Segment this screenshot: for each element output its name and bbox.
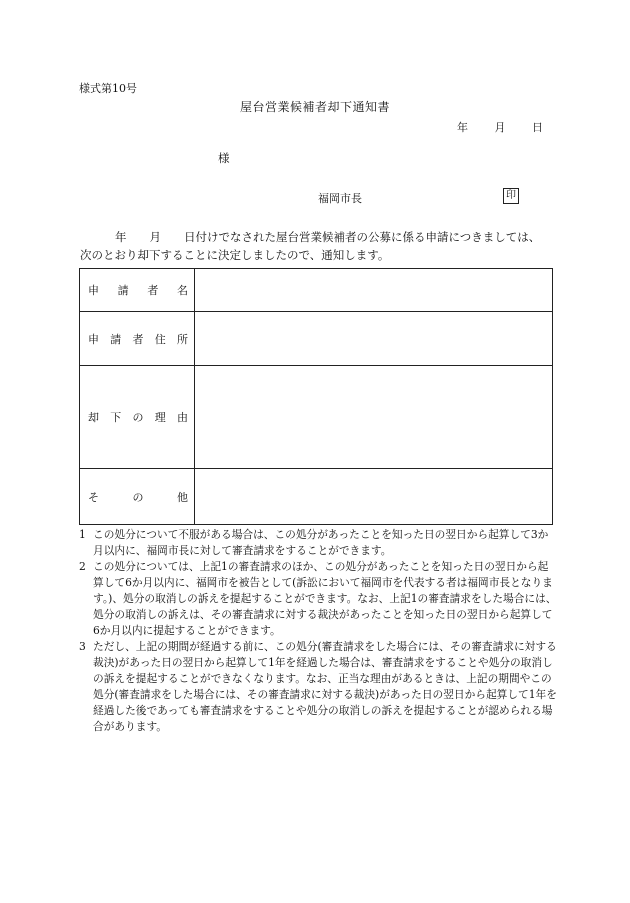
seal-stamp: 印 — [503, 188, 519, 204]
date-day: 日 — [532, 121, 543, 134]
label-char: 所 — [177, 332, 188, 346]
label-chars — [88, 489, 188, 505]
row-label-name — [80, 269, 195, 312]
row-value-address — [195, 312, 553, 366]
row-label-address — [80, 312, 195, 366]
intro-text — [80, 228, 555, 264]
label-char: 他 — [177, 490, 188, 504]
label-char: 却 — [88, 411, 99, 424]
application-table — [79, 268, 553, 525]
label-chars — [88, 331, 188, 347]
row-value-name — [195, 269, 553, 312]
note-item — [79, 559, 557, 639]
table-row — [80, 469, 553, 525]
table-row — [80, 366, 553, 469]
intro-line-1: 年 月 日付けでなされた屋台営業候補者の公募に係る申請につきましては、 — [115, 230, 541, 244]
note-number: 3 — [79, 640, 86, 653]
row-label-reason — [80, 366, 195, 469]
label-char: 請 — [110, 332, 122, 346]
date-line — [457, 119, 543, 135]
form-number: 様式第10号 — [79, 82, 137, 95]
issuer-name: 福岡市長 — [318, 192, 362, 205]
notes-section — [79, 527, 557, 735]
addressee-suffix: 様 — [218, 151, 230, 165]
table-row — [80, 312, 553, 366]
row-label-other — [80, 469, 195, 525]
document-title: 屋台営業候補者却下通知書 — [239, 100, 390, 114]
label-char: 下 — [110, 411, 122, 424]
label-char: の — [132, 411, 144, 424]
note-text: ただし、上記の期間が経過する前に、この処分(審査請求をした場合には、その審査請求に対する裁決)があった日の翌日から起算して1年を経過した場合は、審査請求をすることや処分の取消しの訴えを提起することができなくなります。なお、正当な理由があるときは、上記の期間やこの処分(審査請求をした場合には、その審査請求に対する裁決)があった日の翌日から起算して1年を経過した後であっても審査請求をすることや処分の取消しの訴えを提起することが認められる場合があります。 — [93, 640, 557, 733]
label-chars — [88, 409, 188, 425]
note-text: この処分について不服がある場合は、この処分があったことを知った日の翌日から起算して3か月以内に、福岡市長に対して審査請求をすることができます。 — [93, 528, 549, 557]
label-char: 名 — [176, 284, 188, 297]
note-number: 2 — [79, 560, 86, 573]
label-chars — [88, 282, 188, 298]
date-month: 月 — [494, 121, 506, 134]
note-item — [79, 527, 557, 559]
row-value-other — [195, 469, 553, 525]
label-char: 申 — [88, 284, 99, 297]
label-char: 申 — [88, 332, 99, 346]
row-value-reason — [195, 366, 553, 469]
note-number: 1 — [79, 528, 86, 541]
date-year: 年 — [457, 121, 468, 134]
intro-line-2: 次のとおり却下することに決定しましたので、通知します。 — [80, 248, 390, 262]
label-char: 請 — [117, 284, 129, 297]
note-item — [79, 639, 557, 735]
label-char: 由 — [177, 411, 188, 424]
table-row — [80, 269, 553, 312]
label-char: 住 — [154, 332, 166, 346]
label-char: 理 — [154, 411, 166, 424]
label-char: 者 — [132, 332, 144, 346]
note-text: この処分については、上記1の審査請求のほか、この処分があったことを知った日の翌日から起算して6か月以内に、福岡市を被告として(訴訟において福岡市を代表する者は福岡市長となります。)、処分の取消しの訴えを提起することができます。なお、上記1の審査請求をした場合には、処分の取消しの訴えは、その審査請求に対する裁決があったことを知った日の翌日から起算して6か月以内に提起することができます。 — [93, 560, 557, 637]
label-char: 者 — [147, 284, 159, 297]
label-char: そ — [88, 490, 99, 504]
label-char: の — [132, 490, 144, 504]
